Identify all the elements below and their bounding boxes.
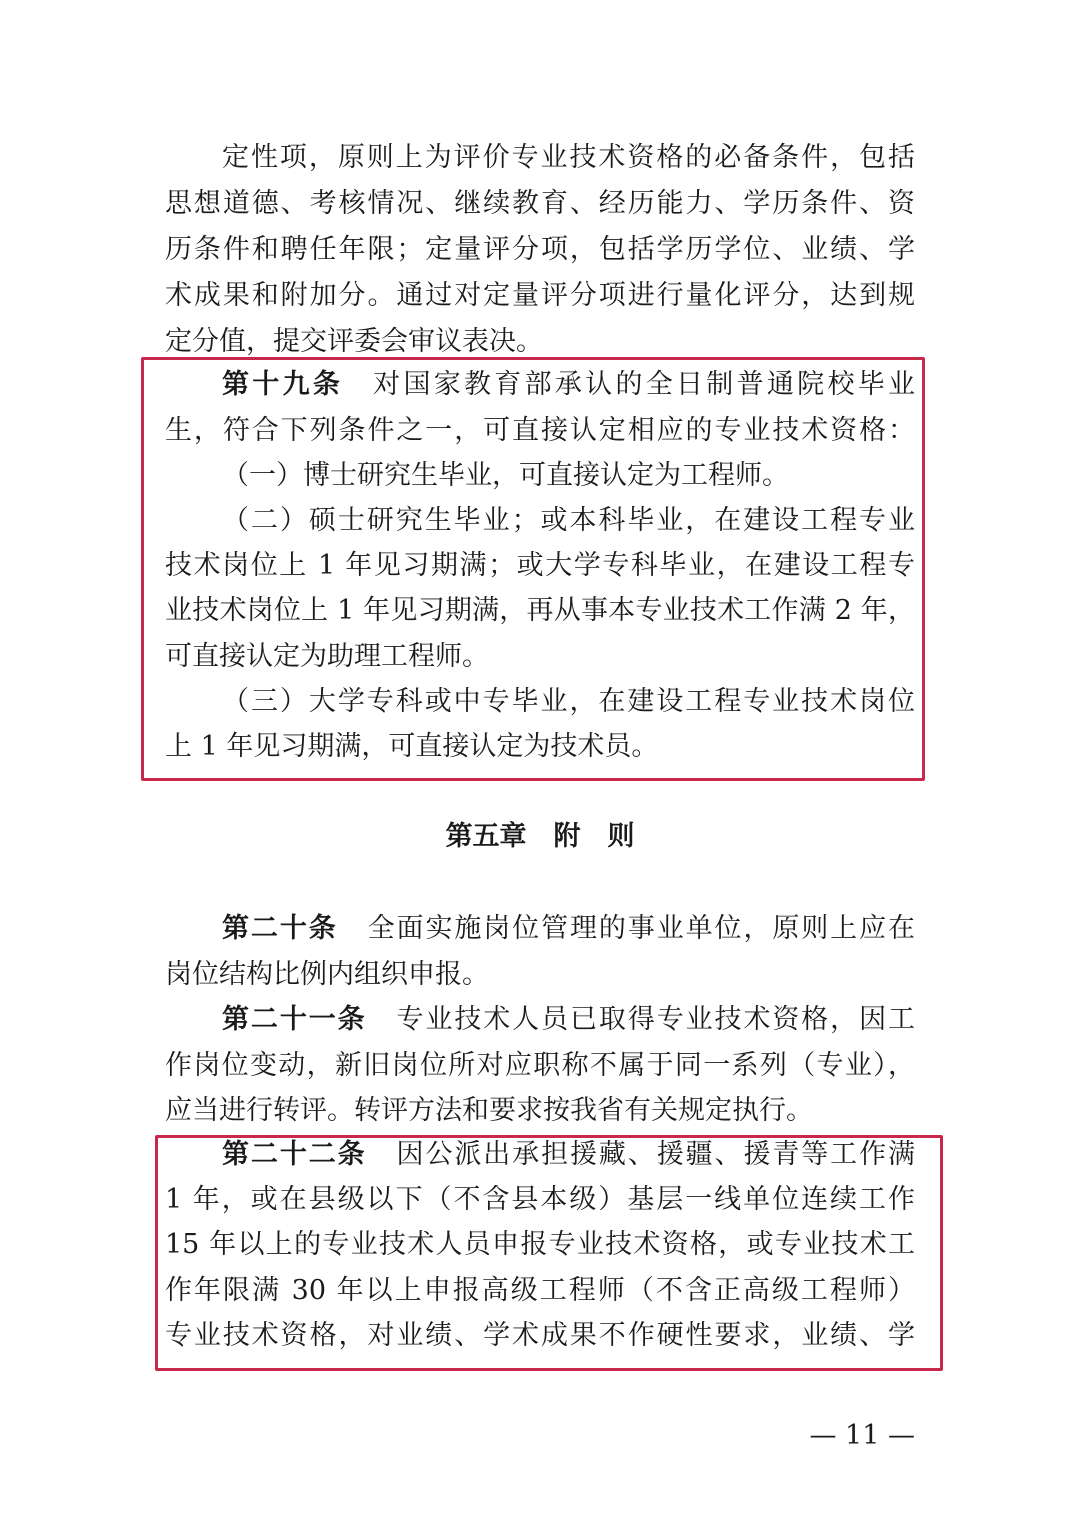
paragraph-line: 作年限满 30 年以上申报高级工程师（不含正高级工程师） [165, 1275, 915, 1306]
paragraph-line: 技术岗位上 1 年见习期满；或大学专科毕业，在建设工程专 [165, 550, 915, 581]
paragraph-line: 定性项，原则上为评价专业技术资格的必备条件，包括 [222, 142, 915, 173]
article-21-heading: 第二十一条 [222, 1004, 367, 1035]
paragraph-line: 专业技术资格，对业绩、学术成果不作硬性要求，业绩、学 [165, 1320, 915, 1351]
article-20-heading: 第二十条 [222, 913, 338, 944]
article-19-text: 对国家教育部承认的全日制普通院校毕业 [373, 369, 915, 400]
clause-2: （二）硕士研究生毕业；或本科毕业，在建设工程专业 [222, 505, 915, 536]
article-19-first-line [222, 362, 915, 408]
paragraph-line: 术成果和附加分。通过对定量评分项进行量化评分，达到规 [165, 280, 915, 311]
paragraph-line: 作岗位变动，新旧岗位所对应职称不属于同一系列（专业）， [165, 1050, 915, 1081]
page-number: — 11 — [809, 1420, 915, 1451]
article-22-heading: 第二十二条 [222, 1139, 367, 1170]
paragraph-line: 历条件和聘任年限；定量评分项，包括学历学位、业绩、学 [165, 234, 915, 265]
paragraph-line: 15 年以上的专业技术人员申报专业技术资格，或专业技术工 [165, 1229, 915, 1260]
article-19-heading: 第十九条 [222, 369, 344, 400]
article-21-first-line [222, 997, 915, 1043]
clause-3: （三）大学专科或中专毕业，在建设工程专业技术岗位 [222, 686, 915, 717]
paragraph-line: 上 1 年见习期满，可直接认定为技术员。 [165, 731, 659, 762]
article-20-text: 全面实施岗位管理的事业单位，原则上应在 [367, 913, 915, 944]
paragraph-line: 生，符合下列条件之一，可直接认定相应的专业技术资格： [165, 415, 915, 446]
article-21-text: 专业技术人员已取得专业技术资格，因工 [396, 1004, 915, 1035]
paragraph-line: 定分值，提交评委会审议表决。 [165, 326, 543, 357]
clause-1: （一）博士研究生毕业，可直接认定为工程师。 [222, 460, 789, 491]
paragraph-line: 岗位结构比例内组织申报。 [165, 959, 489, 990]
paragraph-line: 业技术岗位上 1 年见习期满，再从事本专业技术工作满 2 年， [165, 595, 915, 626]
article-22-text: 因公派出承担援藏、援疆、援青等工作满 [396, 1139, 915, 1170]
chapter-heading: 第五章 附 则 [445, 821, 635, 852]
article-22-first-line [222, 1132, 915, 1178]
paragraph-line: 1 年，或在县级以下（不含县本级）基层一线单位连续工作 [165, 1184, 915, 1215]
article-20-first-line [222, 906, 915, 952]
paragraph-line: 思想道德、考核情况、继续教育、经历能力、学历条件、资 [165, 188, 915, 219]
paragraph-line: 应当进行转评。转评方法和要求按我省有关规定执行。 [165, 1095, 813, 1126]
paragraph-line: 可直接认定为助理工程师。 [165, 641, 489, 672]
